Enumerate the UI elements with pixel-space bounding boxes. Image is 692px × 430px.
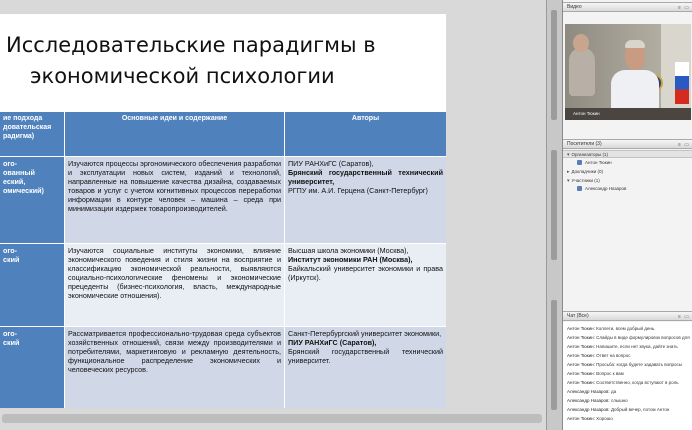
attendee-item[interactable] [577,185,626,192]
slide-title [0,30,440,92]
person-left-head [573,34,589,52]
scrollbar-thumb[interactable] [2,414,542,423]
presenters-label: Докладчики (0) [571,169,603,174]
speaker-hair [625,40,645,48]
authors-text: Санкт-Петербургский университет экономики, [288,329,442,338]
paradigm-cell: ого- ованный еский, омический) [0,157,65,244]
table-row [0,244,446,327]
pod-menu-icon[interactable]: ≡ ▭ [677,5,690,11]
paradigm-cell: ого- ский [0,327,65,409]
authors-cell [285,327,447,409]
chat-message: Антон Тюкин: Соответственно, когда вступают в роль [567,380,679,385]
authors-text: Брянский государственный технический университет, [288,168,443,187]
horizontal-scrollbar[interactable] [0,408,546,430]
expand-triangle-icon[interactable]: ▾ [567,152,570,158]
paradigms-table [0,111,446,408]
video-feed [565,24,691,120]
chat-message: Антон Тюкин: Слайды в виде формулировок вопросов для [567,335,690,340]
chat-message: Антон Тюкин: Вопрос к вам [567,371,624,376]
authors-cell [285,244,447,327]
flag-image [675,62,689,104]
authors-text: Байкальский университет экономики и права (Иркутск). [288,264,443,283]
chat-message: Антон Тюкин: Коллеги, всем добрый день. [567,326,656,331]
authors-text: Высшая школа экономики (Москва), [288,246,409,255]
chat-message: Антон Тюкин: Ответ на вопрос [567,353,631,358]
table-header-paradigm: ие подхода довательская радигма) [0,112,65,157]
table-header-authors: Авторы [285,112,447,157]
participants-label: Участники (1) [571,178,600,183]
organizers-group[interactable] [567,151,608,159]
table-header-ideas: Основные идеи и содержание [65,112,285,157]
attendee-name: Александр Назаров [585,186,627,191]
table-row [0,327,446,409]
panel-splitter[interactable] [546,0,562,430]
authors-text: РГПУ им. А.И. Герцена (Санкт-Петербург) [288,186,428,196]
attendee-item[interactable] [577,159,612,166]
pod-menu-icon[interactable]: ≡ ▭ [677,142,690,148]
splitter-handle[interactable] [551,150,557,260]
pod-menu-icon[interactable]: ≡ ▭ [677,314,690,320]
authors-text: ПИУ РАНХиГС (Саратов), [288,338,377,348]
expand-triangle-icon[interactable]: ▾ [567,178,570,184]
table-row [0,157,446,244]
video-pod-header [563,2,692,12]
ideas-cell: Рассматривается профессионально-трудовая среда субъектов хозяйственных отношений, связи между производителями и потребителями, маркетинговую и рекламную деятельность, функциональное распределение экономических и человеческих ресурсов. [65,327,285,409]
authors-text: Брянский государственный технический университет. [288,347,443,366]
chat-message: Александр Назаров: слышно [567,398,628,403]
attendees-pod-header [563,139,692,149]
video-caption: Антон Тюкин [573,111,600,116]
paradigm-cell: ого- ский [0,244,65,327]
chat-pod-title: Чат (Все) [567,313,589,319]
presenters-group[interactable] [567,168,603,176]
expand-triangle-icon[interactable]: ▸ [567,169,570,175]
chat-log[interactable] [563,322,692,430]
slide-title-line1: Исследовательские парадигмы в [6,33,376,57]
splitter-handle[interactable] [551,10,557,120]
chat-pod-header [563,311,692,321]
ideas-cell: Изучаются социальные институты экономики, влияние экономического поведения и стиля жизни на восприятие и классификацию экономической реальности, выявляются социально-психологические феномены и экономические прецеденты (бизнес-психология, власть, международные экономические отношения). [65,244,285,327]
chat-message: Антон Тюкин: Хорошо [567,416,613,421]
splitter-handle[interactable] [551,300,557,410]
authors-cell [285,157,447,244]
chat-message: Антон Тюкин: Просьба: когда будете задавать вопросы [567,362,682,367]
attendee-name: Антон Тюкин [585,160,612,165]
chat-message: Александр Назаров: Добрый вечер, потом Антон [567,407,670,412]
attendees-pod-title: Посетители (3) [567,141,602,147]
video-pod-title: Видео [567,4,582,10]
slide-title-line2: экономической психологии [30,64,335,88]
authors-text: Институт экономики РАН (Москва), [288,255,413,265]
user-icon [577,160,582,165]
user-icon [577,186,582,191]
presentation-slide [0,14,446,408]
organizers-label: Организаторы (1) [571,152,609,157]
participants-group[interactable] [567,177,600,185]
authors-text: ПИУ РАНХиГС (Саратов), [288,159,374,168]
right-panel [562,0,692,430]
ideas-cell: Изучаются процессы эргономического обеспечения разработки и эксплуатации новых систем, изданий и технологий, направленные на повышение качества дизайна, создаваемых товаров и услуг с учетом когнитивных процессов переработки информации в контуре человек – машина – среда при минимизации издержек товаропроизводителей. [65,157,285,244]
person-left [569,48,595,96]
chat-message: Александр Назаров: да [567,389,617,394]
chat-message: Антон Тюкин: Напишите, если нет звука, дайте знать [567,344,678,349]
